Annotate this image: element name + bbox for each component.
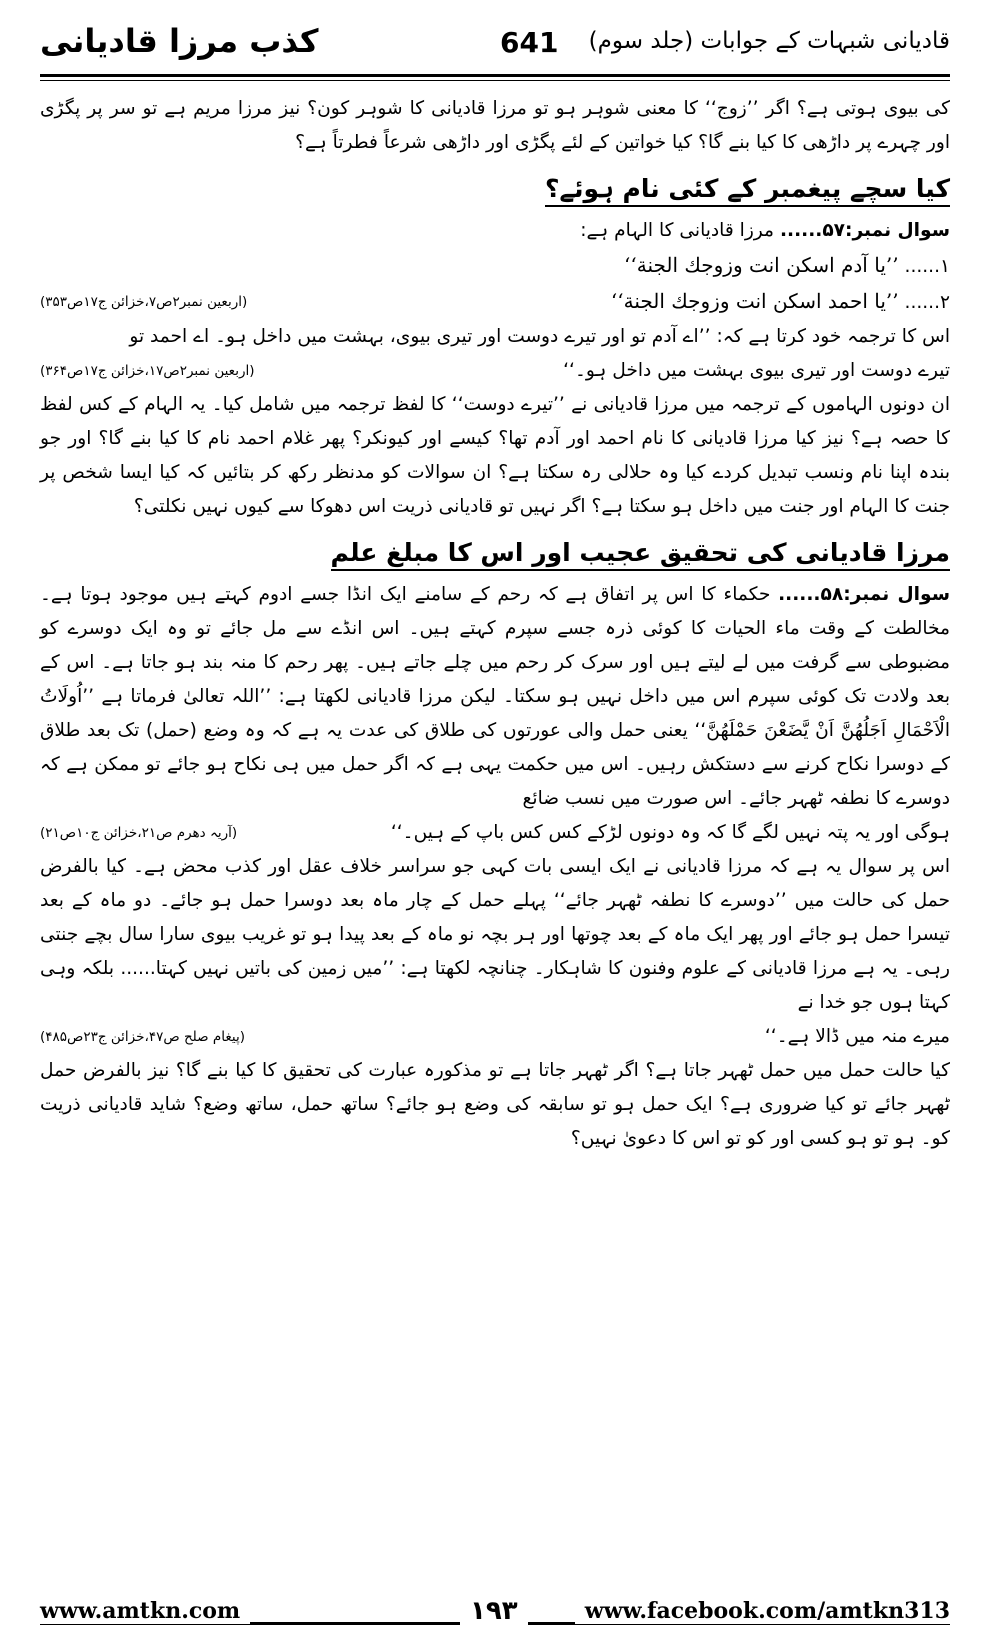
ilham-1 [40, 248, 950, 284]
ilham-2 [40, 284, 950, 320]
translation-line-2-row [40, 354, 950, 388]
ilham-1-text: ’’یا آدم اسکن انت وزوجك الجنة‘‘ [624, 253, 899, 277]
page-body [40, 92, 950, 1156]
translation-line-1: اس کا ترجمہ خود کرتا ہے کہ: ’’اے آدم تو اور تیرے دوست اور تیری بیوی، بہشت میں داخل ہو۔ اے احمد تو [129, 326, 950, 347]
page-number: 641 [500, 26, 559, 59]
translation-line-2: تیرے دوست اور تیری بیوی بہشت میں داخل ہو۔‘‘ [563, 360, 950, 381]
question-58-text: حکماء کا اس پر اتفاق ہے کہ رحم کے سامنے ایک انڈا جسے ادوم کہتے ہیں موجود ہوتا ہے۔ مخالطت کے وقت ماء الحیات کا کوئی ذرہ جسے سپرم کہتے ہیں۔ اس انڈے سے مل جائے تو وہ ایک دوسرے کو مضبوطی سے گرفت میں لے لیتے ہیں اور سرک کر رحم میں چلے جاتے ہیں۔ پھر رحم کا منہ بند ہو جاتا ہے۔ اس کے بعد ولادت تک کوئی سپرم اس میں داخل نہیں ہو سکتا۔ لیکن مرزا قادیانی لکھتا ہے: ’’اللہ تعالیٰ فرماتا ہے ’’اُولَاتُ الْاَحْمَالِ اَجَلُهُنَّ اَنْ يَّضَعْنَ حَمْلَهُنَّ‘‘ یعنی حمل والی عورتوں کی طلاق کی عدت یہ ہے کہ وہ وضع (حمل) تک بعد طلاق کے دوسرا نکاح کرنے سے دستکش رہیں۔ اس میں حکمت یہی ہے کہ اگر حمل میں ہی نکاح ہو جائے تو ممکن ہے کہ دوسرے کا نطفہ ٹھہر جائے۔ اس صورت میں نسب ضائع [40, 584, 950, 809]
section-heading-names: کیا سچے پیغمبر کے کئی نام ہوئے؟ [40, 166, 950, 212]
section2-paragraph-3: کیا حالت حمل میں حمل ٹھہر جاتا ہے؟ اگر ٹھہر جاتا ہے تو مذکورہ عبارت کی تحقیق کا کیا بنے گا؟ نیز بالفرض حمل ٹھہر جائے تو کیا ضروری ہے؟ ایک حمل ہو تو سابقہ کی وضع ہو جائے؟ ساتھ حمل، ساتھ وضع؟ شاید قادیانی ذریت کو۔ ہو تو ہو کسی اور کو تو اس کا دعویٰ نہیں؟ [40, 1060, 950, 1149]
question-label: سوال نمبر:۵۷...... [779, 220, 950, 241]
section-heading-research: مرزا قادیانی کی تحقیق عجیب اور اس کا مبلغ علم [40, 530, 950, 576]
question-text: مرزا قادیانی کا الہام ہے: [580, 220, 775, 241]
website-link[interactable]: www.amtkn.com [40, 1598, 250, 1624]
para1-last-line: ہوگی اور یہ پتہ نہیں لگے گا کہ وہ دونوں لڑکے کس کس باپ کے ہیں۔‘‘ [390, 822, 950, 843]
ilham-2-number: ۲...... [904, 292, 950, 313]
reference-2: (اربعین نمبر۲ص۱۷،خزائن ج۱۷ص۳۶۴) [40, 363, 255, 379]
intro-paragraph: کی بیوی ہوتی ہے؟ اگر ’’زوج‘‘ کا معنی شوہر ہو تو مرزا قادیانی کا شوہر کون؟ نیز مرزا مریم ہے تو سر پر پگڑی اور چہرے پر داڑھی کا کیا بنے گا؟ کیا خواتین کے لئے پگڑی اور داڑھی شرعاً فطرتاً ہے؟ [40, 98, 950, 153]
header-divider-thin [40, 80, 950, 81]
reference-1: (اربعین نمبر۲ص۷،خزائن ج۱۷ص۳۵۳) [40, 294, 248, 310]
series-title: قادیانی شبہات کے جوابات (جلد سوم) [588, 28, 950, 54]
header-divider [40, 74, 950, 77]
book-title: کذب مرزا قادیانی [40, 22, 319, 60]
reference-4: (پیغام صلح ص۴۷،خزائن ج۲۳ص۴۸۵) [40, 1029, 245, 1045]
question-label-58: سوال نمبر:۵۸...... [778, 584, 950, 605]
section2-paragraph-2: اس پر سوال یہ ہے کہ مرزا قادیانی نے ایک ایسی بات کہی جو سراسر خلاف عقل اور کذب محض ہے۔ کیا بالفرض حمل کی حالت میں ’’دوسرے کا نطفہ ٹھہر جائے‘‘ پہلے حمل کے چار ماہ بعد دوسرا حمل ہو جائے۔ دو ماہ کے بعد تیسرا حمل ہو جائے اور پھر ایک ماہ کے بعد چوتھا اور ہر بچہ نو ماہ کے بعد پیدا ہو تو غریب بیوی سارا سال بچے جنتی رہی۔ یہ ہے مرزا قادیانی کے علوم وفنون کا شاہکار۔ چنانچہ لکھتا ہے: ’’میں زمین کی باتیں نہیں کہتا...... بلکہ وہی کہتا ہوں جو خدا نے [40, 856, 950, 1013]
para2-last-row [40, 1020, 950, 1054]
ilham-2-text: ’’یا احمد اسکن انت وزوجك الجنة‘‘ [610, 289, 899, 313]
para1-last-row [40, 816, 950, 850]
question-57 [40, 214, 950, 248]
question-58 [40, 578, 950, 816]
section1-paragraph: ان دونوں الہاموں کے ترجمہ میں مرزا قادیانی نے ’’تیرے دوست‘‘ کا لفظ ترجمہ میں شامل کیا۔ یہ الہام کے کس لفظ کا حصہ ہے؟ نیز کیا مرزا قادیانی کا نام احمد اور آدم تھا؟ کیسے اور کیونکر؟ پھر غلام احمد نام کا کیا بنے گا؟ اور جو بندہ اپنا نام ونسب تبدیل کردے کیا وہ حلالی رہ سکتا ہے؟ ان سوالات کو مدنظر رکھ کر بتائیں کہ کیا ایسا شخص پر جنت کا الہام اور جنت میں داخل ہو سکتا ہے؟ اگر نہیں تو قادیانی ذریت اس دھوکا سے کیوں نہیں نکلتی؟ [40, 394, 950, 517]
page-footer [40, 1598, 950, 1636]
book-page-number: ۱۹۳ [460, 1596, 528, 1626]
page-header [40, 14, 950, 70]
facebook-link[interactable]: www.facebook.com/amtkn313 [575, 1598, 950, 1624]
reference-3: (آریہ دھرم ص۲۱،خزائن ج۱۰ص۲۱) [40, 825, 238, 841]
para2-last-line: میرے منہ میں ڈالا ہے۔‘‘ [764, 1026, 950, 1047]
ilham-1-number: ۱...... [904, 256, 950, 277]
